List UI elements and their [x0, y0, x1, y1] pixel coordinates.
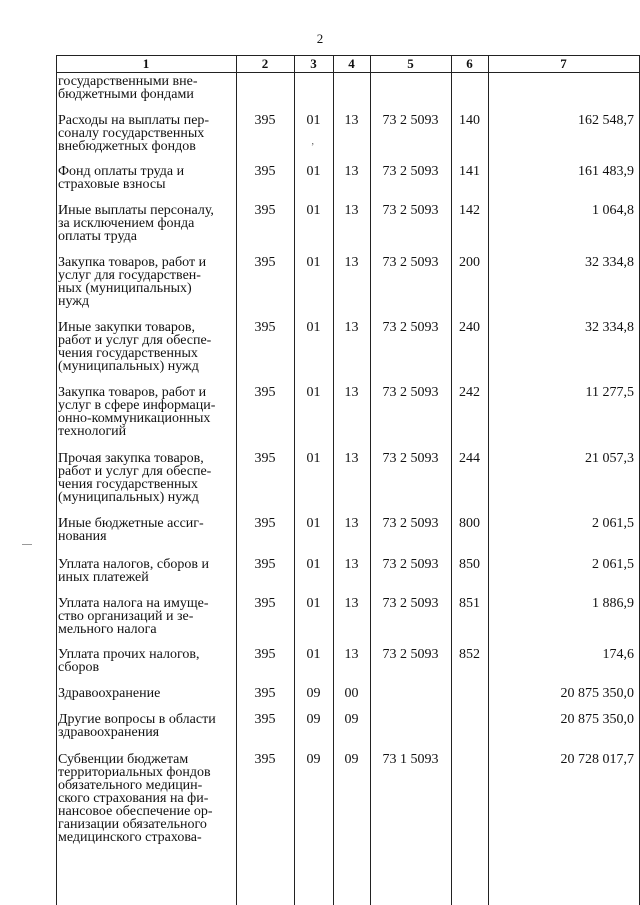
row-code-2: 395	[254, 385, 276, 400]
row-code-6: 141	[459, 164, 480, 179]
scan-mark: ’	[311, 142, 315, 153]
row-code-5: 73 2 5093	[382, 596, 439, 611]
row-name: Расходы на выплаты пер- соналу государственных внебюджетных фондов	[58, 113, 210, 154]
row-name: Уплата налогов, сборов и иных платежей	[58, 557, 209, 585]
row-name: Уплата налога на имуще- ство организаций и зе- мельного налога	[58, 596, 209, 637]
row-code-2: 395	[254, 647, 276, 662]
row-name: Иные выплаты персоналу, за исключением фонда оплаты труда	[58, 203, 214, 244]
row-code-6: 142	[459, 203, 480, 218]
row-name: Закупка товаров, работ и услуг для государствен- ных (муниципальных) нужд	[58, 255, 207, 309]
row-name: Здравоохранение	[58, 686, 161, 701]
budget-table	[56, 55, 640, 905]
row-code-3: 01	[306, 255, 321, 270]
row-code-4: 13	[344, 113, 359, 128]
row-amount: 162 548,7	[578, 113, 634, 128]
col-border-4	[333, 55, 334, 905]
row-code-2: 395	[254, 516, 276, 531]
page-number: 2	[316, 31, 324, 46]
row-amount: 174,6	[602, 647, 634, 662]
row-code-5: 73 2 5093	[382, 203, 439, 218]
row-code-4: 09	[344, 752, 359, 767]
row-code-5: 73 2 5093	[382, 164, 439, 179]
row-amount: 32 334,8	[585, 255, 634, 270]
row-code-6: 852	[459, 647, 480, 662]
col-border-3	[294, 55, 295, 905]
row-code-5: 73 2 5093	[382, 320, 439, 335]
row-code-2: 395	[254, 320, 276, 335]
row-code-6: 850	[459, 557, 480, 572]
row-code-4: 13	[344, 557, 359, 572]
row-code-6: 800	[459, 516, 480, 531]
row-code-2: 395	[254, 113, 276, 128]
row-amount: 32 334,8	[585, 320, 634, 335]
row-code-5: 73 2 5093	[382, 113, 439, 128]
row-code-2: 395	[254, 686, 276, 701]
row-code-3: 09	[306, 752, 321, 767]
row-name: государственными вне- бюджетными фондами	[58, 74, 198, 102]
row-code-5: 73 2 5093	[382, 516, 439, 531]
row-code-4: 13	[344, 385, 359, 400]
row-code-3: 01	[306, 596, 321, 611]
header-col-6: 6	[466, 56, 473, 71]
row-code-6: 851	[459, 596, 480, 611]
header-col-4: 4	[348, 56, 355, 71]
row-code-5: 73 2 5093	[382, 255, 439, 270]
row-amount: 2 061,5	[592, 557, 634, 572]
row-code-2: 395	[254, 596, 276, 611]
col-border-left	[56, 55, 57, 905]
row-code-4: 09	[344, 712, 359, 727]
row-name: Уплата прочих налогов, сборов	[58, 647, 200, 675]
row-code-5: 73 2 5093	[382, 451, 439, 466]
row-code-6: 242	[459, 385, 480, 400]
row-amount: 20 875 350,0	[560, 712, 634, 727]
row-code-3: 01	[306, 385, 321, 400]
row-code-6: 200	[459, 255, 480, 270]
row-code-4: 00	[344, 686, 359, 701]
header-col-2: 2	[261, 56, 269, 71]
header-col-3: 3	[310, 56, 317, 71]
row-code-4: 13	[344, 255, 359, 270]
header-col-1: 1	[142, 56, 150, 71]
row-name: Другие вопросы в области здравоохранения	[58, 712, 216, 740]
row-code-4: 13	[344, 203, 359, 218]
row-code-3: 01	[306, 320, 321, 335]
row-code-3: 01	[306, 647, 321, 662]
row-code-4: 13	[344, 516, 359, 531]
row-code-4: 13	[344, 596, 359, 611]
row-amount: 20 728 017,7	[560, 752, 634, 767]
row-code-5: 73 1 5093	[382, 752, 439, 767]
row-code-2: 395	[254, 712, 276, 727]
row-code-6: 240	[459, 320, 480, 335]
row-code-2: 395	[254, 203, 276, 218]
row-code-2: 395	[254, 255, 276, 270]
row-code-5: 73 2 5093	[382, 385, 439, 400]
row-code-4: 13	[344, 164, 359, 179]
row-code-5: 73 2 5093	[382, 647, 439, 662]
row-code-4: 13	[344, 320, 359, 335]
row-code-6: 140	[459, 113, 480, 128]
row-code-2: 395	[254, 451, 276, 466]
row-amount: 1 886,9	[592, 596, 634, 611]
row-name: Фонд оплаты труда и страховые взносы	[58, 164, 185, 192]
row-name: Иные закупки товаров, работ и услуг для обеспе- чения государственных (муниципальных) нужд	[58, 320, 212, 374]
row-code-4: 13	[344, 647, 359, 662]
row-code-5: 73 2 5093	[382, 557, 439, 572]
col-border-7	[488, 55, 489, 905]
row-code-3: 01	[306, 203, 321, 218]
header-col-5: 5	[407, 56, 414, 71]
row-code-6: 244	[459, 451, 480, 466]
row-name: Иные бюджетные ассиг- нования	[58, 516, 204, 544]
row-code-2: 395	[254, 164, 276, 179]
row-code-3: 09	[306, 712, 321, 727]
row-code-3: 01	[306, 164, 321, 179]
row-code-2: 395	[254, 752, 276, 767]
row-code-3: 01	[306, 516, 321, 531]
col-border-2	[236, 55, 237, 905]
col-border-5	[370, 55, 371, 905]
row-code-2: 395	[254, 557, 276, 572]
row-amount: 11 277,5	[585, 385, 634, 400]
row-amount: 2 061,5	[592, 516, 634, 531]
row-code-3: 01	[306, 113, 321, 128]
row-amount: 21 057,3	[585, 451, 634, 466]
row-code-4: 13	[344, 451, 359, 466]
row-name: Закупка товаров, работ и услуг в сфере информаци- онно-коммуникационных технологий	[58, 385, 216, 439]
row-amount: 20 875 350,0	[560, 686, 634, 701]
header-bottom-border	[56, 72, 640, 73]
col-border-6	[451, 55, 452, 905]
header-col-7: 7	[560, 56, 567, 71]
row-code-3: 01	[306, 557, 321, 572]
margin-mark	[22, 544, 32, 545]
row-code-3: 09	[306, 686, 321, 701]
row-code-3: 01	[306, 451, 321, 466]
row-name: Прочая закупка товаров, работ и услуг для обеспе- чения государственных (муниципальных) нужд	[58, 451, 212, 505]
row-amount: 161 483,9	[578, 164, 634, 179]
row-name: Субвенции бюджетам территориальных фондов обязательного медицин- ского страхования на фи- нансовое обеспечение ор- ганизации обязательного медицинского страхова-	[58, 752, 213, 845]
row-amount: 1 064,8	[592, 203, 634, 218]
